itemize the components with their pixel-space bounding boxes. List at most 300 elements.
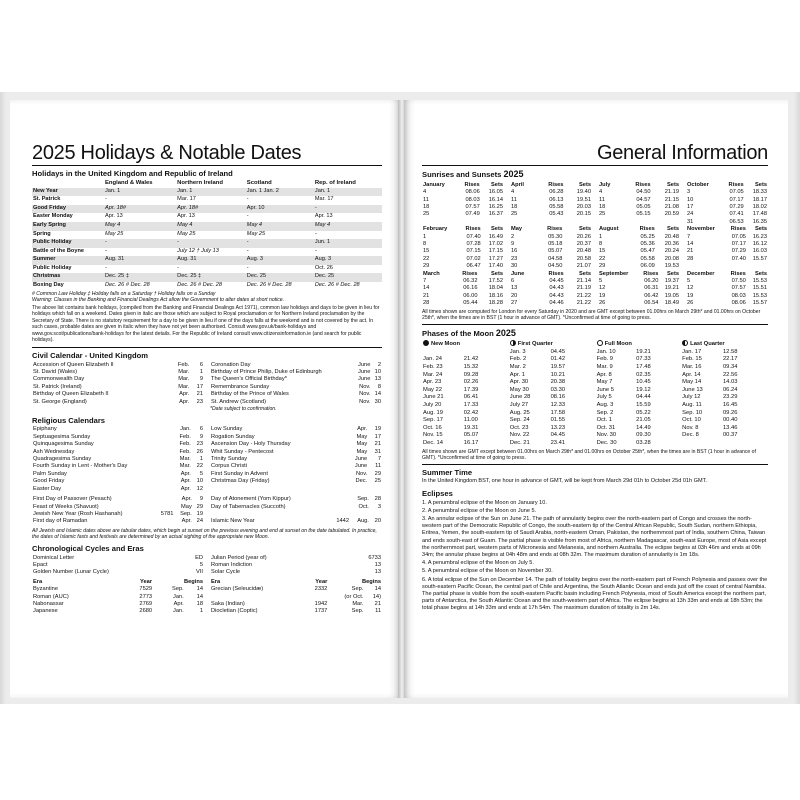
table-cell: Mar. 17 xyxy=(177,196,196,203)
table-row xyxy=(510,248,592,255)
table-cell: Sets xyxy=(578,226,591,233)
table-cell: 9 xyxy=(199,433,203,440)
table-row xyxy=(422,278,504,285)
table-row xyxy=(422,248,504,255)
table-row xyxy=(422,432,768,440)
table-cell: Begins xyxy=(184,578,203,585)
table-cell: 18.02 xyxy=(752,203,767,210)
month-block xyxy=(598,182,680,226)
table-cell: Nabonassar xyxy=(33,601,64,608)
holiday-row xyxy=(32,196,382,205)
table-cell: 21 xyxy=(374,441,381,448)
table-cell: 23.41 xyxy=(550,439,566,446)
table-cell: - xyxy=(105,264,107,271)
table-cell: 05.18 xyxy=(548,240,563,247)
table-cell: 14 xyxy=(196,586,203,593)
table-cell: ED xyxy=(195,554,203,561)
table-cell: Commonwealth Day xyxy=(33,376,85,383)
table-cell: Apr. xyxy=(173,601,184,608)
table-cell: 18 xyxy=(511,203,518,210)
table-cell: Dec. 25 ‡ xyxy=(104,273,176,282)
table-cell: Solar Cycle xyxy=(211,569,241,576)
table-row xyxy=(598,241,680,248)
table-cell: - xyxy=(177,264,180,271)
table-cell: 21.07 xyxy=(576,263,591,270)
table-cell: 01.55 xyxy=(550,417,566,424)
table-cell xyxy=(722,440,768,448)
table-cell: 13.46 xyxy=(722,424,738,431)
table-cell: June 21 xyxy=(423,394,444,401)
table-cell: 10 xyxy=(196,478,203,485)
table-row xyxy=(510,285,592,292)
table-cell: New Year xyxy=(32,188,104,197)
table-cell: Mar. xyxy=(179,463,191,470)
table-cell: 11 xyxy=(375,463,381,470)
table-cell: 20.48 xyxy=(664,233,679,240)
table-cell: 04.43 xyxy=(549,292,564,299)
table-cell: Jan. 1 xyxy=(104,188,176,197)
table-cell: 18.16 xyxy=(488,292,503,299)
religious-heading: Religious Calendars xyxy=(32,415,106,425)
table-cell: 1 xyxy=(199,369,203,376)
table-cell: Feast of Weeks (Shavuot) xyxy=(33,503,99,510)
month-header-row xyxy=(510,182,592,189)
table-cell: Good Friday xyxy=(32,205,104,214)
civil-footnote: *Date subject to confirmation. xyxy=(210,406,277,413)
table-cell: Apr. xyxy=(357,426,368,433)
table-cell: 05.47 xyxy=(640,248,655,255)
table-cell: 2680 xyxy=(139,608,153,615)
table-cell: 15.32 xyxy=(463,364,479,371)
table-cell: 29 xyxy=(374,470,381,477)
moon-note: All times shown are GMT except between 01.00hrs on March 29th* and 01.00hrs on October 25th*, when the times are in BST (1 hour in advance of GMT). *Unconfirmed at time of going to press. xyxy=(422,448,756,462)
table-cell: 5781 xyxy=(160,510,174,517)
month-header-row xyxy=(598,226,680,233)
table-cell: Mar. xyxy=(178,376,190,383)
table-cell: Mar. xyxy=(179,456,191,463)
table-cell: Easter Day xyxy=(33,485,62,492)
table-cell: (or Oct. xyxy=(344,593,364,600)
table-row xyxy=(32,362,204,369)
moon-phase-icon xyxy=(510,340,516,346)
table-cell: 05.22 xyxy=(636,409,651,416)
month-header-row xyxy=(422,226,504,233)
table-cell: 08.06 xyxy=(731,300,746,307)
table-cell: 2 xyxy=(511,233,515,240)
table-row xyxy=(598,248,680,255)
table-cell: 04.45 xyxy=(549,277,564,284)
table-cell: 00.40 xyxy=(722,417,738,424)
table-cell: 25 xyxy=(599,211,606,218)
table-cell: Oct. 1 xyxy=(596,417,613,424)
table-cell: 21 xyxy=(423,292,430,299)
table-row xyxy=(686,234,768,241)
phase-header: New Moon xyxy=(422,340,509,349)
table-cell: Sep. 2 xyxy=(596,409,614,416)
table-cell: 13 xyxy=(374,569,381,576)
table-cell: 15.53 xyxy=(752,292,767,299)
table-cell: Nov. 30 xyxy=(596,432,617,439)
table-cell: - xyxy=(246,247,249,254)
table-row xyxy=(422,263,504,270)
table-cell: 23 xyxy=(196,441,203,448)
table-cell: June xyxy=(358,376,371,383)
table-cell: 02.26 xyxy=(463,379,479,386)
table-cell: 18.28 xyxy=(488,300,503,307)
table-cell: 20.38 xyxy=(550,379,566,386)
table-cell: 06.41 xyxy=(463,394,479,401)
table-cell: Apr. 10 xyxy=(246,205,314,214)
table-row xyxy=(32,608,204,615)
table-row xyxy=(422,387,768,395)
table-row xyxy=(210,504,382,511)
table-row xyxy=(510,293,592,300)
table-cell: November xyxy=(687,226,715,233)
table-cell: 14.49 xyxy=(636,424,651,431)
holiday-row xyxy=(32,213,382,222)
table-cell: Dominical Letter xyxy=(33,554,75,561)
table-cell: 16.49 xyxy=(488,233,503,240)
table-row xyxy=(210,518,382,525)
table-header: Northern Ireland xyxy=(177,179,223,186)
eras-table-left xyxy=(32,579,204,616)
table-cell: Rises xyxy=(643,270,659,277)
table-row xyxy=(210,362,382,369)
table-cell: Septuagesima Sunday xyxy=(33,433,91,440)
table-cell: 20.36 xyxy=(664,240,679,247)
table-cell: 14 xyxy=(374,586,381,593)
table-cell: 21.42 xyxy=(463,356,479,363)
table-row xyxy=(422,364,768,372)
table-cell: Boxing Day xyxy=(33,282,64,289)
table-row xyxy=(210,399,382,406)
moon-phase-icon xyxy=(597,340,603,346)
table-cell: 06.54 xyxy=(644,300,659,307)
table-cell: Jan. xyxy=(180,426,191,433)
table-cell: Feb. xyxy=(177,361,190,368)
table-cell: Apr. 13 xyxy=(105,213,123,220)
table-cell: 21.19 xyxy=(576,285,591,292)
table-cell: 07.05 xyxy=(729,189,744,196)
table-cell: 3 xyxy=(687,189,691,196)
table-cell: 14 xyxy=(687,240,694,247)
table-cell: 06.31 xyxy=(644,285,659,292)
table-row xyxy=(422,402,768,410)
table-cell: 00.37 xyxy=(722,432,738,439)
table-cell: 1 xyxy=(199,456,203,463)
table-cell: 07.02 xyxy=(466,255,481,262)
table-row xyxy=(686,219,768,226)
table-row xyxy=(510,197,592,204)
table-cell: 28 xyxy=(374,496,381,503)
table-cell: 18.04 xyxy=(488,285,503,292)
eras-table-right xyxy=(210,579,382,616)
table-cell: Day of Tabernacles (Succoth) xyxy=(211,503,286,510)
table-cell: June xyxy=(511,270,525,277)
table-cell: Apr. 1 xyxy=(509,371,525,378)
table-cell: 06.32 xyxy=(463,277,478,284)
table-cell: 19.57 xyxy=(550,364,566,371)
table-row xyxy=(210,456,382,463)
table-row xyxy=(686,256,768,263)
table-cell: May 25 xyxy=(177,230,196,237)
table-cell xyxy=(155,504,175,511)
table-row xyxy=(422,204,504,211)
holiday-note: The above list contains bank holidays, (compiled from the Banking and Financial Dealings Act 1971), common law holidays and days to be given in lieu for holidays which fall on a weekend. Dates given in italic are those which are subject to Royal proclamation or for Northern Ireland proclamation by the Secretary of State. There is no statutory requirement for a day to be given in lieu if one of the days falls at the weekend and is not covered by the act. In such cases, probable dates are given in italic when they have not yet been authorised. Consult www.gov.uk/bank-holidays and www.gov.scot/publications/bank-holidays for the latest details. For the Republic of Ireland consult www.citizensinformation.ie (and search for public holidays). xyxy=(32,304,380,344)
table-cell xyxy=(463,349,509,357)
table-cell: Golden Number (Lunar Cycle) xyxy=(33,569,109,576)
month-block xyxy=(686,271,768,308)
table-cell: Oct. 10 xyxy=(682,417,701,424)
table-row xyxy=(422,234,504,241)
table-row xyxy=(598,204,680,211)
table-cell: 8 xyxy=(423,240,427,247)
table-cell: 19.53 xyxy=(664,263,679,270)
table-cell: Aug. xyxy=(357,518,369,525)
table-cell: Mar. 17 xyxy=(314,196,334,203)
table-cell: 11.00 xyxy=(463,417,478,424)
table-row xyxy=(598,234,680,241)
table-cell: Dec. 30 xyxy=(596,439,617,446)
table-cell: Byzantine xyxy=(33,586,58,593)
table-row xyxy=(422,394,768,402)
table-cell: Rogation Sunday xyxy=(211,433,255,440)
table-row xyxy=(422,372,768,380)
table-cell: 15.53 xyxy=(752,277,767,284)
table-row xyxy=(32,511,204,518)
table-cell: 11 xyxy=(511,196,517,203)
table-cell: Feb. xyxy=(179,441,191,448)
table-cell: 9 xyxy=(199,376,203,383)
table-cell: Dec. 25 ‡ xyxy=(176,273,246,282)
table-cell: 30 xyxy=(511,263,518,270)
table-cell: 04.57 xyxy=(636,196,651,203)
table-cell: 12 xyxy=(687,285,694,292)
table-cell: Dec. 14 xyxy=(423,439,443,446)
era-header-row xyxy=(210,579,382,586)
table-cell: 7 xyxy=(423,277,427,284)
table-cell: 02.35 xyxy=(636,371,651,378)
eclipse-item: 1. A penumbral eclipse of the Moon on January 10. xyxy=(422,499,547,506)
table-cell: Sep. 10 xyxy=(682,409,703,416)
table-cell: 4 xyxy=(423,189,427,196)
table-cell: June 28 xyxy=(509,394,531,401)
table-cell: Christmas Day (Friday) xyxy=(211,478,270,485)
table-row xyxy=(422,417,768,425)
table-row xyxy=(210,496,382,503)
table-cell: 19.51 xyxy=(576,196,591,203)
table-cell: 11 xyxy=(599,196,605,203)
table-cell: 23.29 xyxy=(722,394,738,401)
table-cell: 14 xyxy=(374,391,381,398)
table-cell: Rises xyxy=(465,226,481,233)
table-cell: 2769 xyxy=(139,601,153,608)
table-cell: 15 xyxy=(599,248,606,255)
month-header-row xyxy=(686,226,768,233)
table-cell: 14 xyxy=(196,593,203,600)
table-row xyxy=(686,204,768,211)
table-cell: Oct. 31 xyxy=(596,424,616,431)
table-row xyxy=(422,197,504,204)
table-row xyxy=(422,241,504,248)
table-cell: 19.21 xyxy=(636,348,651,355)
table-cell: Oct. 23 xyxy=(509,424,529,431)
table-cell: 29 xyxy=(599,263,606,270)
civil-table-left xyxy=(32,362,204,406)
table-row xyxy=(598,263,680,270)
table-row xyxy=(510,211,592,218)
holidays-heading: Holidays in the United Kingdom and Republic of Ireland xyxy=(32,169,233,178)
table-cell: 21.14 xyxy=(576,277,591,284)
table-cell: Apr. xyxy=(179,398,190,405)
table-cell: 16.17 xyxy=(463,439,479,446)
table-cell: Sets xyxy=(754,181,767,188)
table-cell: Jewish New Year (Rosh Hashanah) xyxy=(33,510,123,517)
table-row xyxy=(32,471,204,478)
table-cell: May 4 xyxy=(246,222,314,231)
table-cell: Low Sunday xyxy=(211,426,243,433)
table-cell: - xyxy=(105,196,107,203)
table-row xyxy=(32,486,204,493)
table-row xyxy=(686,248,768,255)
table-cell: May 30 xyxy=(509,386,529,393)
table-row xyxy=(210,511,382,518)
month-block xyxy=(686,182,768,226)
table-cell: 12.33 xyxy=(550,402,566,408)
table-cell: 22 xyxy=(599,255,606,262)
table-cell: 05.25 xyxy=(640,233,655,240)
table-cell: 5 xyxy=(687,277,691,284)
table-cell: 07.40 xyxy=(731,255,746,262)
month-block xyxy=(510,271,592,308)
table-cell: Sets xyxy=(754,270,767,277)
table-cell: 17.15 xyxy=(488,248,503,255)
table-row xyxy=(32,555,204,562)
table-cell: 19.21 xyxy=(664,285,679,292)
month-header-row xyxy=(510,271,592,278)
table-cell: August xyxy=(599,226,619,233)
eclipses-list xyxy=(422,500,768,613)
table-row xyxy=(422,425,768,433)
table-cell xyxy=(329,511,350,518)
table-row xyxy=(210,562,382,569)
table-cell: 06.53 xyxy=(729,218,744,225)
table-cell: September xyxy=(599,270,629,277)
table-cell: Trinity Sunday xyxy=(211,456,248,463)
table-cell: 9 xyxy=(511,240,515,247)
table-row xyxy=(210,586,382,593)
table-cell: 07.57 xyxy=(465,203,480,210)
table-cell: Public Holiday xyxy=(33,264,72,271)
table-cell: Mar. 9 xyxy=(596,364,613,371)
table-cell: 22.56 xyxy=(722,371,738,378)
holiday-warning: Warning: Clauses in the Banking and Financial Dealings Act allow the Government to alter dates at short notice. xyxy=(32,297,284,304)
table-cell: Rises xyxy=(462,270,478,277)
table-cell: 08.16 xyxy=(550,394,566,401)
table-header: Rep. of Ireland xyxy=(314,179,356,186)
table-cell: 6 xyxy=(511,277,515,284)
table-cell: The Queen's Official Birthday* xyxy=(211,376,287,383)
table-cell: Jan. 1 Jan. 2 xyxy=(246,188,314,197)
table-cell: 05.05 xyxy=(636,203,651,210)
table-cell: Accession of Queen Elizabeth II xyxy=(33,361,114,368)
table-cell: Rises xyxy=(639,226,655,233)
table-cell: Japanese xyxy=(33,608,58,615)
table-row xyxy=(210,376,382,383)
table-cell: June xyxy=(354,463,368,470)
eclipses-heading: Eclipses xyxy=(422,488,453,498)
table-cell: Sep. xyxy=(172,586,184,593)
table-row xyxy=(510,241,592,248)
table-cell: Apr. 18# xyxy=(176,205,246,214)
table-cell: 17.27 xyxy=(488,255,503,262)
table-row xyxy=(686,293,768,300)
month-header-row xyxy=(422,271,504,278)
table-cell: May 4 xyxy=(104,222,176,231)
table-cell: 05.15 xyxy=(636,211,651,218)
table-cell: Jan. xyxy=(172,608,184,615)
table-row xyxy=(32,434,204,441)
table-row xyxy=(32,496,204,503)
table-cell: July 5 xyxy=(596,394,612,401)
era-header-row xyxy=(32,579,204,586)
table-cell: December xyxy=(687,270,715,277)
table-cell: Oct. 26 xyxy=(314,264,333,271)
table-cell: Rises xyxy=(728,181,744,188)
table-cell: 20 xyxy=(511,292,518,299)
table-cell: 05.43 xyxy=(549,211,564,218)
table-cell: 04.45 xyxy=(550,432,566,439)
table-cell: May 14 xyxy=(682,379,702,386)
table-cell: 18.33 xyxy=(752,189,767,196)
page-title: 2025 Holidays & Notable Dates xyxy=(32,142,302,164)
table-row xyxy=(598,278,680,285)
table-cell: 16.03 xyxy=(752,248,767,255)
table-cell: 18.49 xyxy=(664,300,679,307)
table-cell: 20.24 xyxy=(664,248,679,255)
sunrise-heading: Sunrises and Sunsets 2025 xyxy=(422,169,524,179)
table-cell: 20.37 xyxy=(576,240,591,247)
table-cell: First day of Ramadan xyxy=(33,518,88,525)
table-cell: Sep. xyxy=(351,586,364,593)
table-cell: Birthday of Prince Philip, Duke of Edinburgh xyxy=(211,369,322,376)
right-page xyxy=(404,100,788,698)
table-cell: May 7 xyxy=(596,379,613,386)
moon-phase-icon xyxy=(423,340,429,346)
table-cell: 07.50 xyxy=(731,277,746,284)
moon-phase-icon xyxy=(682,340,688,346)
table-row xyxy=(32,456,204,463)
table-cell: 16.12 xyxy=(752,240,767,247)
table-cell: Nov. 8 xyxy=(682,424,699,431)
table-cell: Sets xyxy=(490,181,503,188)
table-cell: 4 xyxy=(511,189,515,196)
table-row xyxy=(32,426,204,433)
table-cell: 05.58 xyxy=(549,203,564,210)
table-cell: Sets xyxy=(578,270,591,277)
table-cell: May xyxy=(511,226,523,233)
table-row xyxy=(510,204,592,211)
table-cell: 1737 xyxy=(314,608,328,615)
table-cell: Dec. 26 # Dec. 28 xyxy=(105,282,150,289)
table-cell: Dec. 8 xyxy=(682,432,699,439)
table-row xyxy=(210,463,382,470)
table-cell: 1 xyxy=(599,233,603,240)
table-cell: Aug. 11 xyxy=(682,402,702,408)
table-cell: 25 xyxy=(511,211,518,218)
table-row xyxy=(210,434,382,441)
table-row xyxy=(598,300,680,307)
